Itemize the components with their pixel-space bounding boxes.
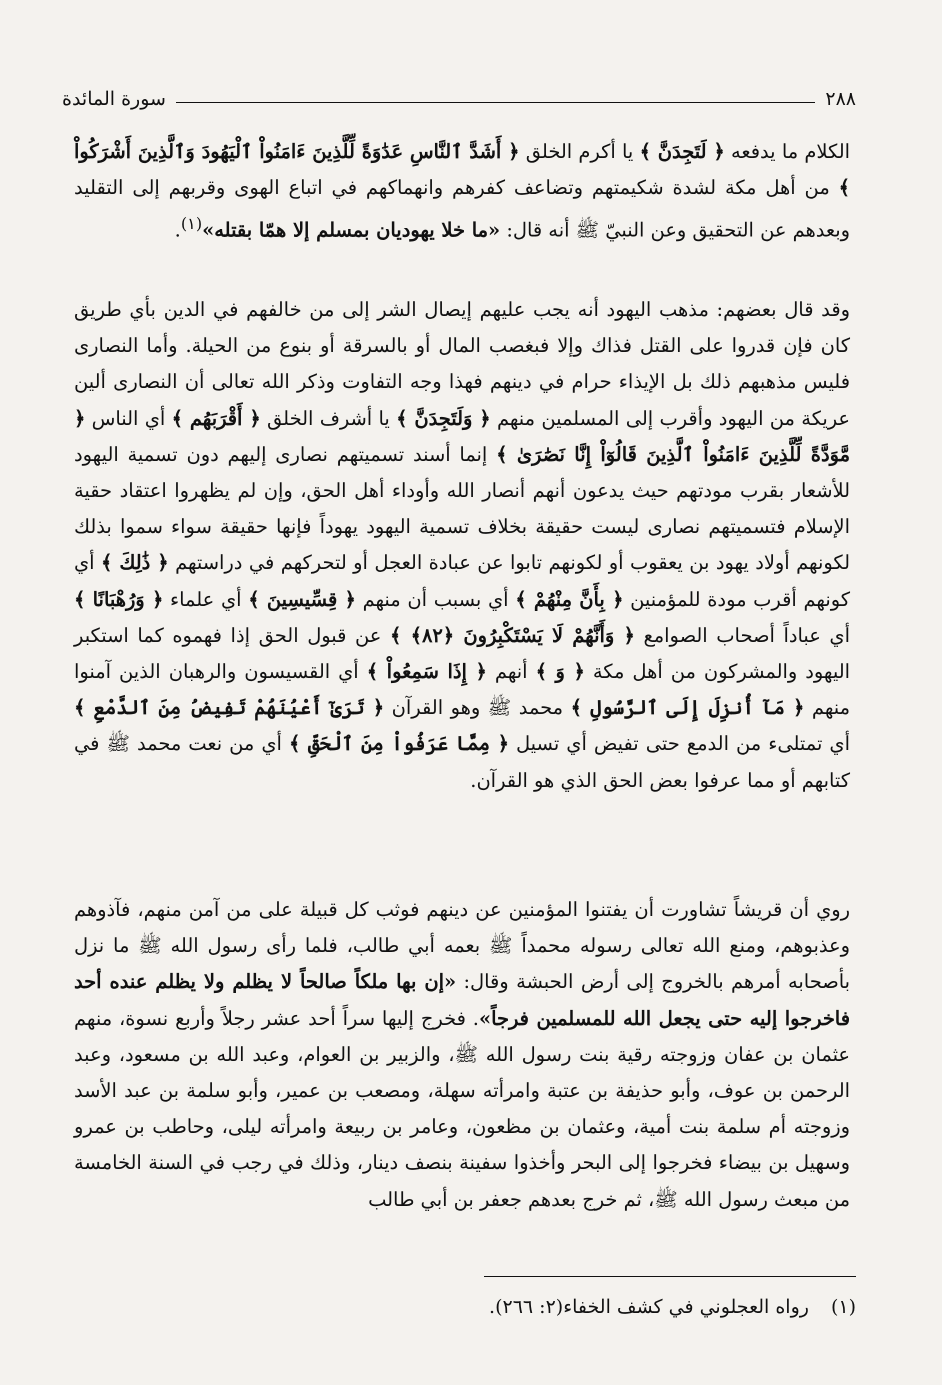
paragraph-1: [74, 134, 850, 249]
text-run: . فخرج إليها سراً أحد عشر رجلاً وأربع نسوة، منهم عثمان بن عفان وزوجته رقية بنت رسول الله ﷺ، والزبير بن العوام، وعبد الله بن مسعود، وعبد الرحمن بن عوف، وأبو حذيفة بن عتبة وامرأته سهلة، ومصعب بن عمير، وأبو سلمة بن عبد الأسد وزوجته أم سلمة بنت أمية، وعثمان بن مظعون، وعامر بن ربيعة وامرأته ليلى، وحاطب بن عمرو وسهيل بن بيضاء فخرجوا إلى البحر وأخذوا سفينة بنصف دينار، وذلك في رجب في السنة الخامسة من مبعث رسول الله ﷺ، ثم خرج بعدهم جعفر بن أبي طالب: [74, 1006, 850, 1211]
surah-title: سورة المائدة: [62, 88, 166, 110]
hadith-quote: «إن بها ملكاً صالحاً لا يظلم ولا يظلم عنده أحد فاخرجوا إليه حتى يجعل الله للمسلمين فرجاً»: [74, 970, 850, 1030]
text-run: أي القسيسون والرهبان الذين آمنوا منهم: [74, 660, 850, 720]
text-run: أي الناس: [85, 406, 172, 430]
text-run: عن قبول الحق إذا فهموه كما استكبر اليهود والمشركون من أهل مكة: [74, 623, 850, 684]
footnote-rule: [484, 1276, 856, 1277]
quran-quote: ﴿ وَرُهْبَانًا ﴾: [74, 587, 164, 611]
quran-quote: ﴿ مَآ أُنزِلَ إِلَى ٱلرَّسُولِ ﴾: [570, 696, 805, 720]
quran-quote: ﴿ وَلَتَجِدَنَّ ﴾: [396, 406, 491, 430]
paragraph-3: [74, 892, 850, 1218]
text-run: يا أكرم الخلق: [519, 140, 640, 163]
hadith-quote: «ما خلا يهوديان بمسلم إلا همّا بقتله»: [202, 218, 501, 242]
quran-quote: ﴿ مَّوَدَّةً لِّلَّذِينَ ءَامَنُواْ ٱلَّذِينَ قَالُوٓاْ إِنَّا نَصَٰرَىٰ ﴾: [74, 406, 850, 466]
quran-quote: ﴿ أَشَدَّ ٱلنَّاسِ عَدَٰوَةً لِّلَّذِينَ ءَامَنُواْ ٱلْيَهُودَ وَٱلَّذِينَ أَشْرَكُواْ ﴾: [74, 140, 850, 200]
text-run: الكلام ما يدفعه: [724, 140, 850, 163]
text-run: أي تمتلىء من الدمع حتى تفيض أي تسيل: [508, 732, 850, 756]
quran-quote: ﴿ بِأَنَّ مِنْهُمْ ﴾: [515, 587, 624, 611]
text-run: أي بسبب أن منهم: [355, 587, 516, 611]
quran-quote: ﴿ تَرَىٰٓ أَعْيُنَهُمْ تَفِيضُ مِنَ ٱلدَّمْعِ ﴾: [74, 696, 385, 720]
text-run: أي علماء: [163, 587, 249, 611]
footnote-ref: (١): [180, 214, 203, 234]
footnote: [74, 1292, 856, 1322]
footnote-text: رواه العجلوني في كشف الخفاء(٢: ٢٦٦).: [489, 1296, 809, 1318]
text-run: من أهل مكة لشدة شكيمتهم وتضاعف كفرهم وانهماكهم في اتباع الهوى وقربهم إلى التقليد وبعدهم عن التحقيق وعن النبيّ ﷺ أنه قال:: [74, 176, 850, 242]
text-run: محمد ﷺ وهو القرآن: [384, 696, 571, 720]
header-rule: [176, 102, 815, 103]
page-header: [62, 84, 856, 110]
quran-quote: ﴿ قِسِّيسِينَ ﴾: [248, 587, 356, 611]
text-run: أي عباداً أصحاب الصوامع: [634, 623, 850, 647]
text-run: أي كونهم أقرب مودة للمؤمنين: [74, 551, 850, 611]
quran-quote: ﴿ إِذَا سَمِعُواْ ﴾: [366, 660, 487, 684]
page-number: ٢٨٨: [825, 88, 856, 110]
quran-quote: ﴿ لَتَجِدَنَّ ﴾: [639, 140, 725, 163]
text-run: أنهم: [486, 660, 536, 684]
text-run: أي من نعت محمد ﷺ في كتابهم أو مما عرفوا بعض الحق الذي هو القرآن.: [74, 732, 850, 792]
footnote-number: (١): [830, 1296, 856, 1318]
text-run: روي أن قريشاً تشاورت أن يفتنوا المؤمنين عن دينهم فوثب كل قبيلة على من آمن منهم، فآذوهم وعذبوهم، ومنع الله تعالى رسوله محمداً ﷺ بعمه أبي طالب، فلما رأى رسول الله ﷺ ما نزل بأصحابه أمرهم بالخروج إلى أرض الحبشة وقال:: [74, 898, 851, 994]
quran-quote: ﴿ أَقْرَبَهُم ﴾: [171, 406, 261, 430]
quran-quote: ﴿ مِمَّا عَرَفُواْ مِنَ ٱلْحَقِّ ﴾: [288, 732, 509, 756]
text-run: وقد قال بعضهم: مذهب اليهود أنه يجب عليهم إيصال الشر إلى من خالفهم في الدين بأي طريق كان فإن قدروا على القتل فذاك وإلا فبغصب المال أو بالسرقة أو بنوع من الحيلة. وأما النصارى فليس مذهبهم ذلك بل الإيذاء حرام في دينهم فهذا وجه التفاوت وذكر الله تعالى أن النصارى ألين عريكة من اليهود وأقرب إلى المسلمين منهم: [74, 298, 851, 430]
text-run: إنما أسند تسميتهم نصارى إليهم دون تسمية اليهود للأشعار بقرب مودتهم حيث يدعون أنهم أنصار الله وأوداء أهل الحق، وإن لم يظهروا اعتقاد حقية الإسلام فتسميتهم نصارى ليست حقيقة بخلاف تسمية اليهود يهوداً فإنها حقيقة سواء سموا بذلك لكونهم أولاد يهود بن يعقوب أو لكونهم تابوا عن عبادة العجل أو لتحركهم في دراستهم: [74, 442, 850, 575]
paragraph-2: [74, 292, 850, 799]
text-run: يا أشرف الخلق: [260, 406, 397, 430]
text-run: .: [174, 218, 181, 242]
quran-quote: ﴿ وَ ﴾: [535, 660, 585, 684]
quran-quote: ﴿ ذَٰلِكَ ﴾: [101, 551, 169, 575]
quran-quote: ﴿ وَأَنَّهُمْ لَا يَسْتَكْبِرُونَ ﴿٨٢﴾ ﴾: [390, 623, 635, 647]
